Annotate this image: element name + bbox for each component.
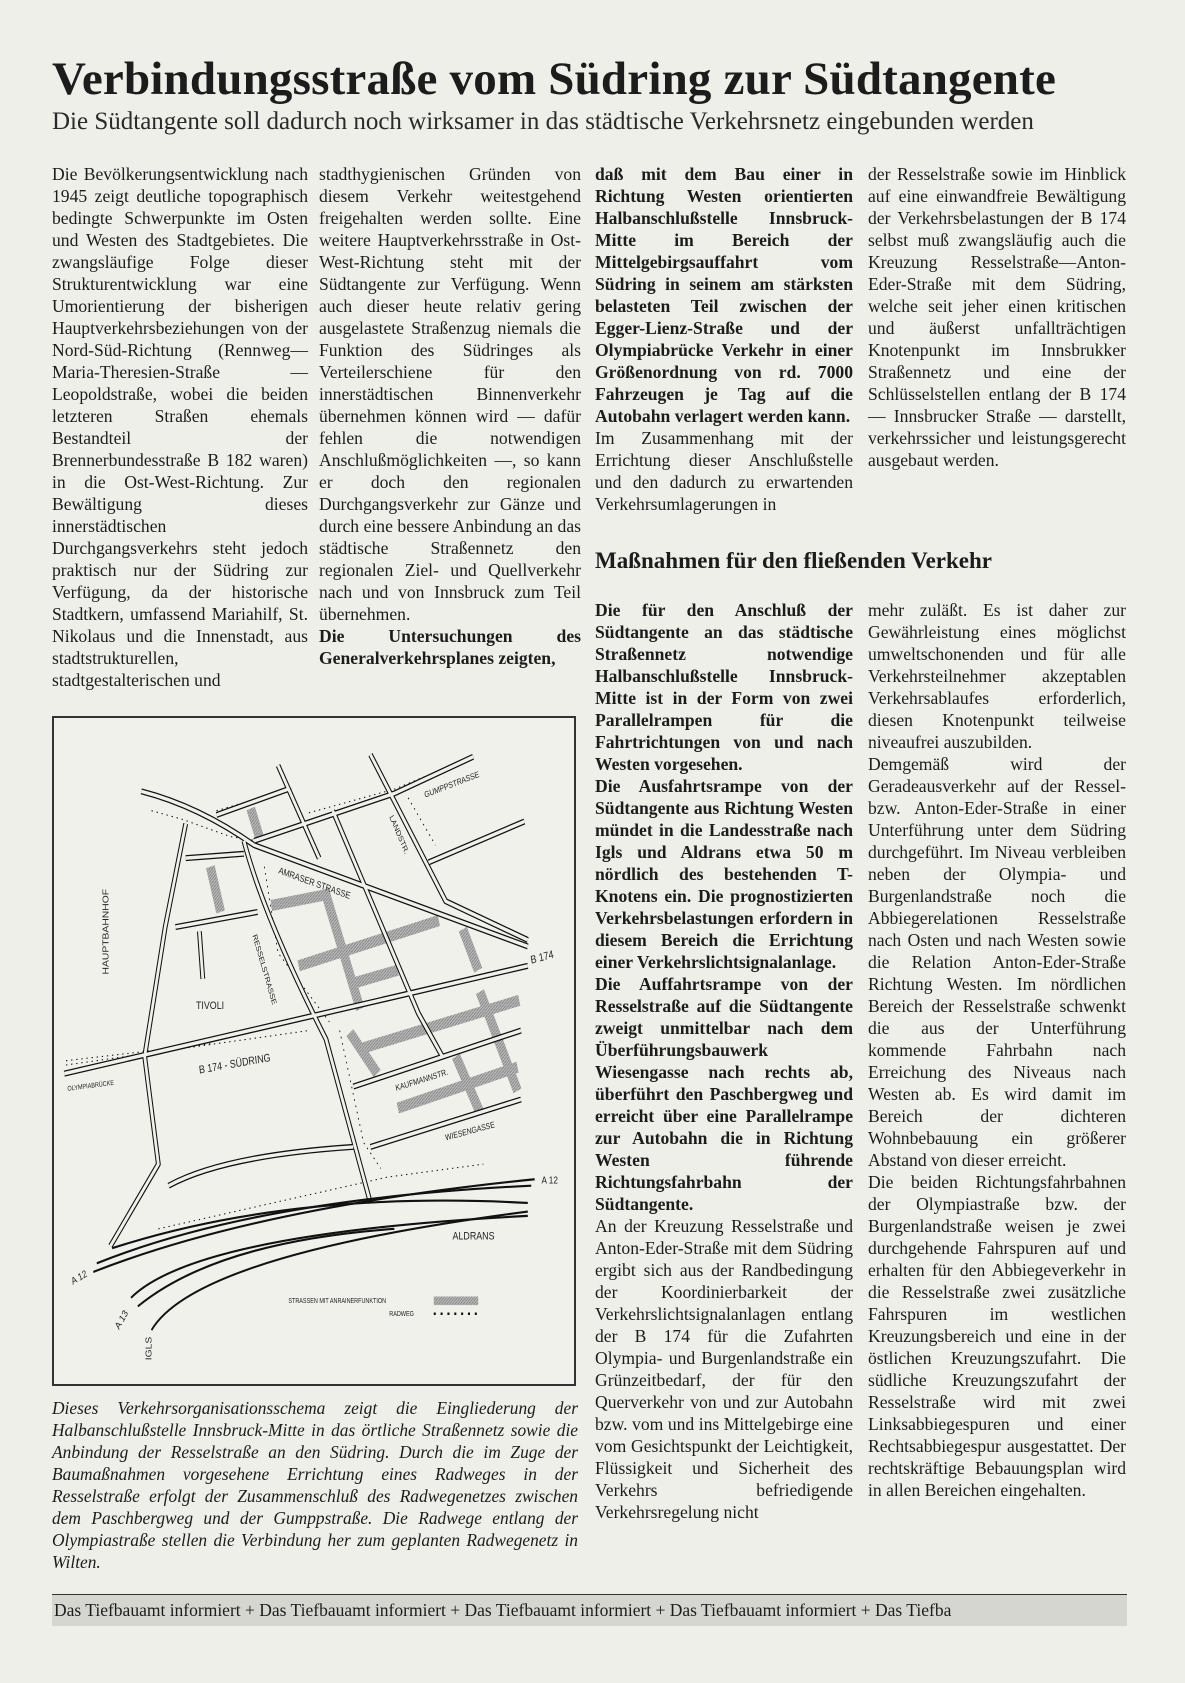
label-resselstrasse: RESSELSTRASSE xyxy=(250,933,279,1007)
article-column-3 xyxy=(595,163,853,515)
label-aldrans: ALDRANS xyxy=(452,1230,495,1243)
page-title: Verbindungsstraße vom Südring zur Südtangente xyxy=(52,53,1057,105)
map-drawing xyxy=(54,718,574,1384)
paragraph: An der Kreuzung Resselstraße und Anton-Eder-Straße mit dem Südring ergibt sich aus der Randbedingung der Koordinierbarkeit der Verkehrslichtsignalanlagen entlang der B 174 für die Zufahrten Olympia- und Burgenlandstraße ein Grünzeitbedarf, der für den Querverkehr von und zur Autobahn bzw. vom und ins Mittelgebirge eine vom Gesichtspunkt der Leichtigkeit, Flüssigkeit und Sicherheit des Verkehrs befriedigende Verkehrsregelung nicht xyxy=(595,1216,853,1522)
label-kaufmannstr: KAUFMANNSTR. xyxy=(394,1066,449,1094)
footer-banner: Das Tiefbauamt informiert + Das Tiefbauamt informiert + Das Tiefbauamt informiert + Das Tiefbauamt informiert + Das Tiefba xyxy=(52,1594,1127,1626)
label-landstr: LANDSTR. xyxy=(387,813,411,856)
section-column-1 xyxy=(595,599,853,1523)
section-heading: Maßnahmen für den fließenden Verkehr xyxy=(595,548,993,573)
label-amraser: AMRASER STRASSE xyxy=(277,864,352,902)
legend-anrainer-swatch xyxy=(434,1296,478,1305)
paragraph: Demgemäß wird der Geradeausverkehr auf der Ressel- bzw. Anton-Eder-Straße in einer Unterführung unter dem Südring durchgeführt. Im Niveau verbleiben neben der Olympia- und Burgenlandstraße noch die Abbiegerelationen Resselstraße nach Osten und nach Westen sowie die Relation Anton-Eder-Straße Richtung Westen. Im nördlichen Bereich der Resselstraße schwenkt die aus der Unterführung kommende Fahrbahn nach Erreichung des Niveaus nach Westen ab. Es wird damit im Bereich der dichteren Wohnbebauung ein größerer Abstand von dieser erreicht. xyxy=(868,754,1126,1170)
label-a13: A 13 xyxy=(113,1308,130,1332)
paragraph-bold: Die Ausfahrtsrampe von der Südtangente aus Richtung Westen mündet in die Landesstraße nach Igls und Aldrans etwa 50 m nördlich des bestehenden T-Knotens ein. Die prognostizierten Verkehrsbelastungen erfordern in diesem Bereich die Errichtung einer Verkehrslichtsignalanlage. xyxy=(595,776,853,972)
label-tivoli: TIVOLI xyxy=(195,1000,225,1013)
article-column-2 xyxy=(319,163,581,669)
label-suedring: B 174 - SÜDRING xyxy=(198,1052,272,1077)
label-a12-west: A 12 xyxy=(69,1268,89,1287)
label-gumppstrasse: GUMPPSTRASSE xyxy=(423,769,481,800)
article-column-1 xyxy=(52,163,308,691)
section-column-2 xyxy=(868,599,1126,1501)
motorway-lanes xyxy=(93,1179,534,1330)
paragraph-bold: Die für den Anschluß der Südtangente an das städtische Straßennetz notwendige Halbanschlußstelle Innsbruck-Mitte ist in der Form von zwei Parallelrampen für die Fahrtrichtungen von und nach Westen vorgesehen. xyxy=(595,600,853,774)
label-olympiabruecke: OLYMPIABRÜCKE xyxy=(67,1079,115,1094)
label-b174: B 174 xyxy=(529,948,555,967)
page-subtitle: Die Südtangente soll dadurch noch wirksamer in das städtische Verkehrsnetz eingebunden werden xyxy=(52,108,1034,135)
paragraph-bold: Die Untersuchungen des Generalverkehrsplanes zeigten, xyxy=(319,626,581,668)
paragraph: Im Zusammenhang mit der Errichtung dieser Anschlußstelle und den dadurch zu erwartenden Verkehrsumlagerungen in xyxy=(595,428,853,514)
map-labels xyxy=(67,769,558,1360)
label-a12-east: A 12 xyxy=(541,1174,558,1186)
paragraph-bold: daß mit dem Bau einer in Richtung Westen orientierten Halbanschlußstelle Innsbruck-Mitte im Bereich der Mittelgebirgsauffahrt vom Südring in seinem am stärksten belasteten Teil zwischen der Egger-Lienz-Straße und der Olympiabrücke Verkehr in einer Größenordnung von rd. 7000 Fahrzeugen je Tag auf die Autobahn verlagert werden kann. xyxy=(595,164,853,426)
paragraph: mehr zuläßt. Es ist daher zur Gewährleistung eines möglichst umweltschonenden und für alle Verkehrsteilnehmer akzeptablen Verkehrsablaufes erforderlich, diesen Knotenpunkt teilweise niveaufrei auszubilden. xyxy=(868,600,1126,752)
traffic-map xyxy=(52,716,576,1386)
paragraph: Die Bevölkerungsentwicklung nach 1945 zeigt deutliche topographisch bedingte Schwerpunkte im Osten und Westen des Stadtgebietes. Die zwangsläufige Folge dieser Strukturentwicklung war eine Umorientierung der bisherigen Hauptverkehrsbeziehungen von der Nord-Süd-Richtung (Rennweg—Maria-Theresien-Straße —Leopoldstraße, wobei die beiden letzteren Straßen ehemals Bestandteil der Brennerbundesstraße B 182 waren) in die Ost-West-Richtung. Zur Bewältigung dieses innerstädtischen Durchgangsverkehrs steht jedoch praktisch nur der Südring zur Verfügung, da der historische Stadtkern, umfassend Mariahilf, St. Nikolaus und die Innenstadt, aus stadtstrukturellen, stadtgestalterischen und xyxy=(52,164,308,690)
label-wiesengasse: WIESENGASSE xyxy=(444,1119,496,1143)
label-igls: IGLS xyxy=(144,1336,154,1361)
paragraph: stadthygienischen Gründen von diesem Verkehr weitestgehend freigehalten werden sollte. Eine weitere Hauptverkehrsstraße in Ost-West-Richtung steht mit der Südtangente zur Verfügung. Wenn auch dieser heute relativ gering ausgelastete Straßenzug niemals die Funktion des Südringes als Verteilerschiene für den innerstädtischen Binnenverkehr übernehmen können wird — dafür fehlen die notwendigen Anschlußmöglichkeiten —, so kann er doch den regionalen Durchgangsverkehr zur Gänze und durch eine bessere Anbindung an das städtische Straßennetz den regionalen Ziel- und Quellverkehr nach und von Innsbruck zum Teil übernehmen. xyxy=(319,164,581,624)
map-caption: Dieses Verkehrsorganisationsschema zeigt die Eingliederung der Halbanschlußstelle Innsbruck-Mitte in das örtliche Straßennetz sowie die Anbindung der Resselstraße an den Südring. Durch die im Zuge der Baumaßnahmen vorgesehene Errichtung eines Radweges in der Resselstraße erfolgt der Zusammenschluß des Radwegenetzes zwischen dem Paschbergweg und der Gumppstraße. Die Radwege entlang der Olympiastraße stellen die Verbindung her zum geplanten Radwegenetz in Wilten. xyxy=(52,1398,578,1572)
legend-radweg-label: RADWEG xyxy=(389,1310,414,1319)
paragraph: Die beiden Richtungsfahrbahnen der Olympiastraße bzw. der Burgenlandstraße weisen je zwei durchgehende Fahrspuren auf und erhalten für den Abbiegeverkehr in die Resselstraße zwei zusätzliche Fahrspuren im westlichen Kreuzungsbereich und eine in der östlichen Kreuzungszufahrt. Die südliche Kreuzungszufahrt der Resselstraße wird mit zwei Linksabbiegespuren und einer Rechtsabbiegespur ausgestattet. Der rechtskräftige Bebauungsplan wird in allen Bereichen eingehalten. xyxy=(868,1172,1126,1500)
paragraph-bold: Die Auffahrtsrampe von der Resselstraße auf die Südtangente zweigt unmittelbar nach dem Überführungsbauwerk Wiesengasse nach rechts ab, überführt den Paschbergweg und erreicht über eine Parallelrampe zur Autobahn die in Richtung Westen führende Richtungsfahrbahn der Südtangente. xyxy=(595,974,853,1214)
label-hauptbahnhof: HAUPTBAHNHOF xyxy=(101,888,111,975)
legend-anrainer-label: STRASSEN MIT ANRAINERFUNKTION xyxy=(288,1297,387,1306)
article-column-4 xyxy=(868,163,1126,471)
paragraph: der Resselstraße sowie im Hinblick auf eine einwandfreie Bewältigung der Verkehrsbelastungen der B 174 selbst muß zwangsläufig auch die Kreuzung Resselstraße—Anton-Eder-Straße mit dem Südring, welche seit jeher einen kritischen und äußerst unfallträchtigen Knotenpunkt im Innsbrukker Straßennetz und eine der Schlüsselstellen entlang der B 174 — Innsbrucker Straße — darstellt, verkehrssicher und leistungsgerecht ausgebaut werden. xyxy=(868,164,1126,470)
